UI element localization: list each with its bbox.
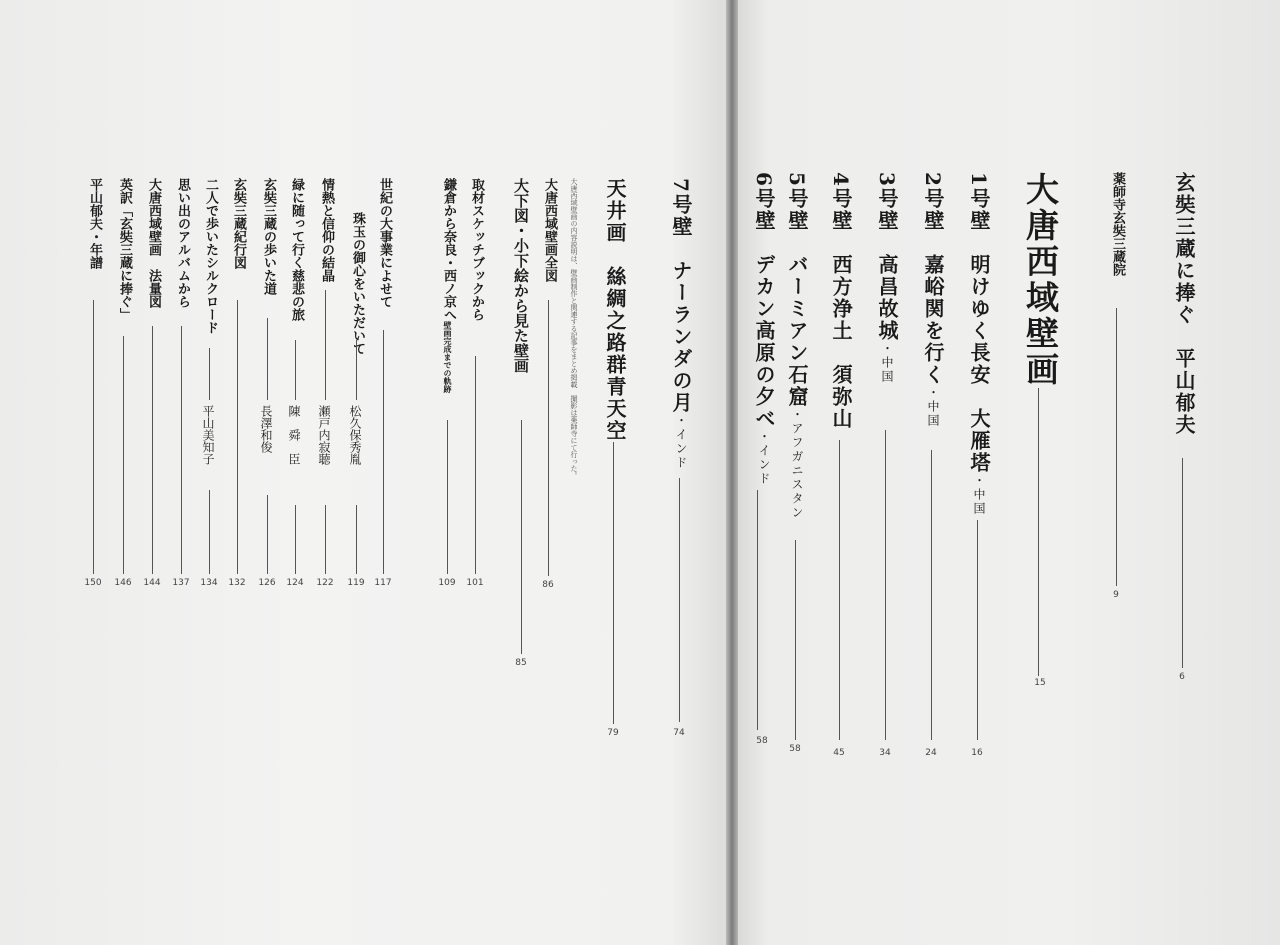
page-number: 132 — [228, 578, 246, 588]
essay-author: 松久保秀胤 — [348, 405, 362, 465]
leader-line — [356, 340, 357, 400]
page-number: 119 — [347, 578, 365, 588]
page-number: 15 — [1034, 678, 1046, 688]
leader-line — [93, 300, 94, 574]
leader-line — [839, 440, 840, 740]
entry-title: 大下図・小下絵から見た壁画 — [512, 178, 530, 373]
essay-title: 思い出のアルバムから — [175, 178, 190, 308]
essay-author: 平山美知子 — [201, 405, 215, 465]
leader-line — [325, 290, 326, 400]
essay-title: 大唐西域壁画 法量図 — [146, 178, 161, 308]
essay-title: 二人で歩いたシルクロード — [203, 178, 218, 334]
leader-line — [181, 326, 182, 574]
essay-author: 長澤和俊 — [259, 405, 273, 453]
page-number: 24 — [925, 748, 937, 758]
essay-title: 英訳「玄奘三蔵に捧ぐ」 — [117, 178, 132, 321]
leader-line — [237, 300, 238, 574]
entry-title: 5号壁 バーミアン石窟 — [785, 172, 809, 408]
entry-title: 玄奘三蔵に捧ぐ 平山郁夫 — [1172, 172, 1196, 436]
page-number: 9 — [1113, 590, 1119, 600]
entry-suffix: ・中国 — [972, 473, 986, 516]
entry-suffix: ・中国 — [926, 385, 940, 428]
entry-title: 薬師寺玄奘三蔵院 — [1110, 172, 1125, 276]
leader-line — [209, 348, 210, 400]
page-number: 85 — [515, 658, 527, 668]
page-number: 34 — [879, 748, 891, 758]
leader-line — [295, 340, 296, 400]
leader-line — [1182, 458, 1183, 668]
entry-title: 7号壁 ナーランダの月 — [669, 178, 693, 414]
entry-title: 1号壁 明けゆく長安 大雁塔 — [967, 172, 991, 474]
leader-line — [209, 490, 210, 574]
leader-line — [885, 430, 886, 740]
leader-line — [1038, 388, 1039, 676]
entry-title: 4号壁 西方浄土 須弥山 — [829, 172, 853, 430]
essay-title: 緑に随って行く慈悲の旅 — [289, 178, 304, 321]
leader-line — [521, 420, 522, 654]
page-number: 117 — [374, 578, 392, 588]
page-number: 124 — [286, 578, 304, 588]
page-number: 45 — [833, 748, 845, 758]
leader-line — [757, 490, 758, 730]
page-number: 144 — [143, 578, 161, 588]
essay-title: 平山郁夫・年譜 — [87, 178, 102, 269]
entry-suffix: ・インド — [757, 429, 771, 486]
leader-line — [679, 478, 680, 722]
page-number: 74 — [673, 728, 685, 738]
essay-title: 玄奘三蔵の歩いた道 — [261, 178, 276, 295]
entry-title: 2号壁 嘉峪関を行く — [921, 172, 945, 386]
page-number: 137 — [172, 578, 190, 588]
leader-line — [977, 520, 978, 740]
essay-author: 陳 舜 臣 — [287, 405, 301, 465]
page-number: 79 — [607, 728, 619, 738]
entry-suffix: ・アフガニスタン — [790, 407, 804, 520]
entry-subtitle: 壁画完成までの軌跡 — [443, 321, 453, 393]
section-title: 大唐西域壁画 — [1021, 172, 1060, 388]
essay-title: 情熱と信仰の結晶 — [319, 178, 334, 282]
leader-line — [123, 336, 124, 574]
leader-line — [1116, 308, 1117, 586]
page-number: 109 — [438, 578, 456, 588]
entry-suffix: ・インド — [674, 413, 688, 470]
book-gutter — [726, 0, 738, 945]
leader-line — [548, 300, 549, 576]
entry-title: 鎌倉から奈良・西ノ京へ — [441, 178, 456, 321]
page-number: 58 — [756, 736, 768, 746]
page-number: 86 — [542, 580, 554, 590]
leader-line — [613, 442, 614, 724]
entry-title: 取材スケッチブックから — [469, 178, 484, 321]
essay-author: 瀬戸内寂聴 — [317, 405, 331, 465]
entry-title: 3号壁 高昌故城 — [875, 172, 899, 342]
page-number: 150 — [84, 578, 102, 588]
leader-line — [325, 505, 326, 574]
entry-title: 大唐西域壁画全図 — [542, 178, 557, 282]
page-number: 122 — [316, 578, 334, 588]
page-number: 134 — [200, 578, 218, 588]
page-number: 146 — [114, 578, 132, 588]
leader-line — [295, 505, 296, 574]
page-number: 58 — [789, 744, 801, 754]
content-note: 大唐西域壁画の内容説明は、壁画制作と関連する記事をまとめ掲載 撮影は薬師寺にて行った。 — [570, 178, 578, 479]
leader-line — [447, 420, 448, 574]
page-number: 6 — [1179, 672, 1185, 682]
leader-line — [475, 356, 476, 574]
leader-line — [152, 326, 153, 574]
leader-line — [931, 450, 932, 740]
leader-line — [267, 318, 268, 400]
page-number: 16 — [971, 748, 983, 758]
essay-title: 珠玉の御心をいただいて — [350, 212, 365, 355]
essay-title: 世紀の大事業によせて — [377, 178, 392, 308]
entry-suffix: ・中国 — [880, 341, 894, 384]
page-number: 101 — [466, 578, 484, 588]
essay-title: 玄奘三蔵紀行図 — [231, 178, 246, 269]
leader-line — [383, 330, 384, 574]
entry-title: 6号壁 デカン高原の夕べ — [752, 172, 776, 430]
right-page — [736, 0, 1280, 945]
leader-line — [356, 505, 357, 574]
page-number: 126 — [258, 578, 276, 588]
leader-line — [795, 540, 796, 740]
entry-title: 天井画 絲綢之路群青天空 — [603, 178, 627, 442]
leader-line — [267, 495, 268, 574]
